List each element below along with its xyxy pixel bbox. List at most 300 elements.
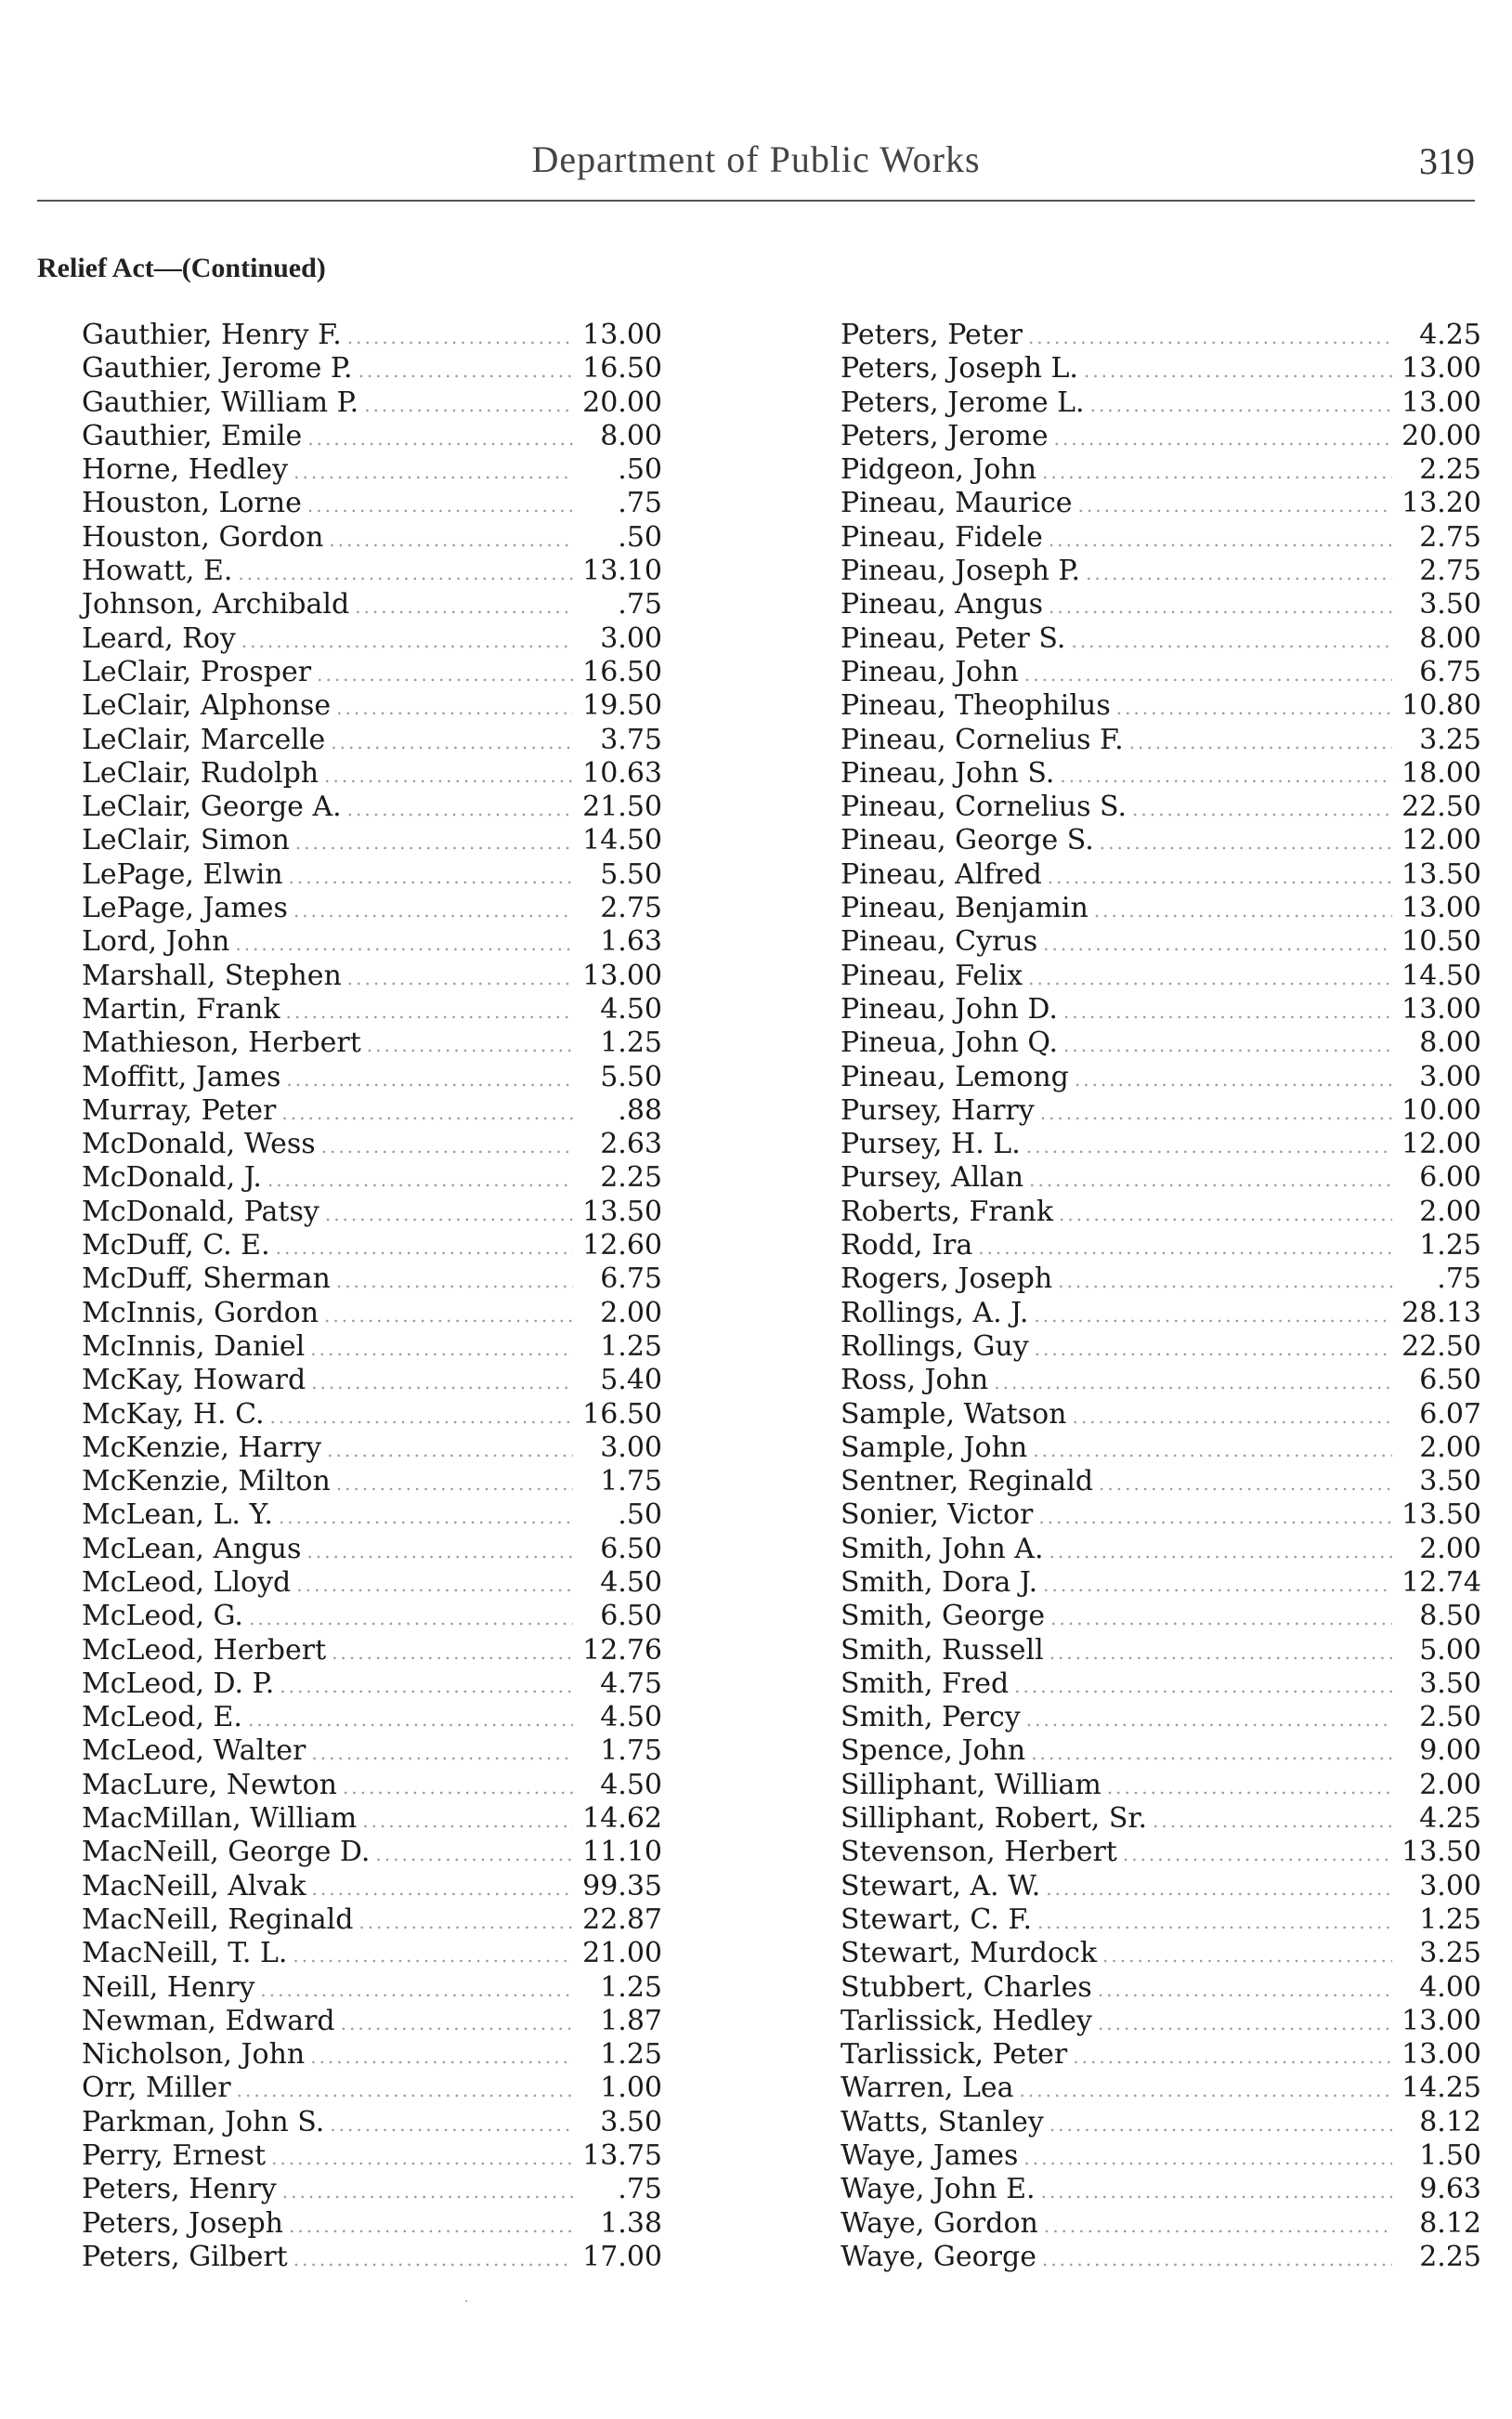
list-item (841, 1533, 1481, 1566)
entry-amount: 13.00 (1401, 992, 1481, 1026)
entry-name: Smith, Dora J. (841, 1565, 1038, 1599)
list-item (841, 1566, 1481, 1600)
leader-dots (1044, 2209, 1392, 2242)
leader-dots (325, 1197, 573, 1231)
entry-amount: 3.50 (1419, 588, 1481, 621)
list-item (841, 724, 1481, 757)
list-item (82, 2106, 662, 2139)
entry-name: MacNeill, George D. (82, 1836, 371, 1869)
list-item (841, 1398, 1481, 1432)
leader-dots (347, 792, 573, 826)
entry-name: Pineau, Alfred (841, 857, 1042, 891)
entry-name: Pineau, Benjamin (841, 892, 1088, 925)
list-item (841, 588, 1481, 621)
entry-name: Smith, Percy (841, 1701, 1021, 1734)
leader-dots (267, 1163, 573, 1196)
entry-name: McDonald, Wess (82, 1128, 316, 1161)
entry-amount: 14.25 (1401, 2072, 1481, 2105)
entry-amount: 8.50 (1419, 1600, 1481, 1633)
entry-amount: 2.00 (1419, 1431, 1481, 1464)
leader-dots (1073, 2040, 1392, 2073)
leader-dots (279, 1500, 573, 1534)
entry-name: Martin, Frank (82, 992, 280, 1026)
leader-dots (280, 1669, 573, 1703)
list-item (82, 1330, 662, 1364)
entry-amount: 13.20 (1401, 487, 1481, 520)
entry-amount: 99.35 (582, 1869, 662, 1903)
entry-amount: 4.50 (600, 1701, 662, 1734)
entry-amount: 22.50 (1401, 1329, 1481, 1363)
entry-amount: 5.40 (600, 1364, 662, 1397)
entry-amount: 1.87 (600, 2004, 662, 2037)
leader-dots (1129, 726, 1392, 759)
entry-amount: 14.50 (582, 824, 662, 857)
entry-amount: .88 (618, 1093, 662, 1127)
entry-name: McLeod, D. P. (82, 1667, 275, 1700)
entry-name: McDonald, Patsy (82, 1195, 319, 1228)
list-item (82, 960, 662, 993)
entry-name: Pineau, Cyrus (841, 925, 1038, 959)
entry-name: Sample, Watson (841, 1397, 1067, 1431)
leader-dots (1040, 1096, 1392, 1130)
entry-name: LeClair, Marcelle (82, 723, 326, 756)
leader-dots (1050, 1602, 1392, 1635)
list-item (82, 1128, 662, 1161)
entry-name: Stubbert, Charles (841, 1970, 1092, 2004)
leader-dots (249, 1602, 573, 1635)
entry-name: Nicholson, John (82, 2038, 306, 2072)
list-item (841, 1701, 1481, 1734)
leader-dots (341, 2007, 573, 2040)
list-item (82, 2005, 662, 2038)
leader-dots (271, 2141, 573, 2175)
leader-dots (310, 1332, 573, 1366)
entry-name: Pineau, John (841, 655, 1019, 688)
leader-dots (293, 455, 573, 489)
leader-dots (1123, 1837, 1392, 1871)
list-item (841, 487, 1481, 520)
leader-dots (307, 422, 573, 455)
leader-dots (286, 1063, 573, 1096)
list-item (841, 319, 1481, 352)
list-item (841, 1498, 1481, 1532)
entry-amount: 1.25 (600, 1026, 662, 1060)
entry-amount: 13.00 (1401, 386, 1481, 419)
entry-amount: 14.62 (582, 1802, 662, 1836)
leader-dots (1049, 590, 1392, 623)
entry-amount: .50 (618, 520, 662, 554)
entry-name: McDonald, J. (82, 1161, 262, 1195)
leader-dots (978, 1231, 1392, 1264)
leader-dots (358, 1905, 573, 1939)
list-item (841, 2038, 1481, 2072)
list-item (82, 858, 662, 892)
list-item (82, 1734, 662, 1768)
entry-name: MacLure, Newton (82, 1768, 337, 1801)
entry-name: Stewart, Murdock (841, 1937, 1098, 1970)
entry-name: Gauthier, Henry F. (82, 319, 342, 351)
entry-name: Stewart, C. F. (841, 1903, 1033, 1936)
entry-amount: 2.75 (600, 892, 662, 925)
entry-name: Ross, John (841, 1364, 989, 1397)
right-column (841, 319, 1481, 2274)
entry-name: LeClair, Rudolph (82, 756, 319, 790)
entry-amount: 1.25 (600, 1329, 662, 1363)
list-item (82, 925, 662, 959)
list-item (841, 689, 1481, 723)
leader-dots (235, 927, 573, 961)
entry-name: LeClair, Simon (82, 824, 290, 857)
entry-amount: 5.00 (1419, 1633, 1481, 1667)
list-item (82, 1094, 662, 1128)
page-title: Department of Public Works (531, 138, 981, 180)
entry-name: McLeod, E. (82, 1701, 242, 1734)
entry-amount: 4.50 (600, 1565, 662, 1599)
entry-amount: 22.50 (1401, 791, 1481, 824)
list-item (82, 757, 662, 791)
leader-dots (1024, 658, 1392, 691)
list-item (82, 2241, 662, 2274)
leader-dots (1028, 320, 1392, 354)
leader-dots (1072, 1400, 1392, 1433)
entry-name: Stewart, A. W. (841, 1869, 1041, 1903)
list-item (82, 1836, 662, 1869)
leader-dots (311, 1366, 573, 1399)
footer-mark: · (464, 2295, 469, 2309)
entry-amount: 20.00 (1401, 419, 1481, 452)
list-item (841, 2207, 1481, 2241)
entry-name: Pineau, Theophilus (841, 689, 1111, 723)
leader-dots (1042, 455, 1392, 489)
list-item (841, 1667, 1481, 1701)
leader-dots (1043, 1568, 1392, 1602)
leader-dots (327, 1433, 573, 1467)
leader-dots (238, 556, 573, 590)
leader-dots (1033, 1433, 1392, 1467)
leader-dots (1054, 422, 1392, 455)
leader-dots (1049, 1636, 1392, 1669)
list-item (841, 1061, 1481, 1094)
entry-amount: 13.00 (1401, 2038, 1481, 2072)
leader-dots (237, 2073, 573, 2107)
entry-name: Pineau, Cornelius S. (841, 791, 1127, 824)
leader-dots (307, 489, 573, 522)
leader-dots (1059, 1197, 1392, 1231)
leader-dots (1063, 995, 1392, 1028)
list-item (841, 1836, 1481, 1869)
leader-dots (241, 624, 573, 658)
entry-amount: .50 (618, 453, 662, 487)
entry-name: Smith, Fred (841, 1667, 1010, 1700)
list-item (841, 2072, 1481, 2105)
list-item (841, 1971, 1481, 2005)
entry-amount: 18.00 (1401, 756, 1481, 790)
leader-dots (1041, 2175, 1392, 2208)
entry-name: Peters, Jerome L. (841, 386, 1085, 419)
list-item (82, 1061, 662, 1094)
leader-dots (260, 1973, 573, 2007)
entry-amount: 13.00 (1401, 892, 1481, 925)
entry-name: Peters, Jerome (841, 419, 1049, 452)
list-item (82, 1229, 662, 1262)
entry-amount: .75 (618, 2173, 662, 2206)
entry-name: Pidgeon, John (841, 453, 1037, 487)
entry-amount: 13.75 (582, 2139, 662, 2173)
entry-name: Pineau, Felix (841, 959, 1023, 992)
list-item (841, 1196, 1481, 1229)
entry-amount: 4.50 (600, 992, 662, 1026)
entry-amount: 16.50 (582, 1397, 662, 1431)
entry-amount: 3.50 (600, 2105, 662, 2138)
list-item (82, 1026, 662, 1060)
list-item (82, 656, 662, 689)
entry-name: Murray, Peter (82, 1093, 277, 1127)
entry-amount: 13.50 (1401, 857, 1481, 891)
entry-name: Gauthier, William P. (82, 386, 359, 419)
entry-amount: 1.25 (600, 2038, 662, 2072)
entry-name: Peters, Joseph (82, 2206, 283, 2240)
leader-dots (295, 826, 573, 859)
entry-name: Pineau, John S. (841, 756, 1055, 790)
entry-amount: 13.00 (582, 319, 662, 351)
entry-name: Smith, George (841, 1600, 1046, 1633)
entry-amount: 2.63 (600, 1128, 662, 1161)
entry-name: Newman, Edward (82, 2004, 335, 2037)
entry-amount: 8.00 (600, 419, 662, 452)
entry-name: Sentner, Reginald (841, 1465, 1094, 1498)
leader-dots (336, 1467, 573, 1500)
entry-amount: 4.00 (1419, 1970, 1481, 2004)
list-item (841, 1903, 1481, 1937)
entry-name: Parkman, John S. (82, 2105, 325, 2138)
list-item (82, 2207, 662, 2241)
entry-amount: 1.25 (1419, 1903, 1481, 1936)
leader-dots (321, 1130, 573, 1163)
entry-name: Smith, John A. (841, 1532, 1044, 1565)
leader-dots (358, 354, 573, 387)
entry-amount: 14.50 (1401, 959, 1481, 992)
list-item (82, 588, 662, 621)
entry-amount: 12.74 (1401, 1565, 1481, 1599)
entry-amount: 4.25 (1419, 319, 1481, 351)
leader-dots (1049, 2108, 1392, 2141)
entry-amount: 8.00 (1419, 621, 1481, 655)
leader-dots (1026, 1703, 1392, 1736)
entry-amount: 6.50 (600, 1600, 662, 1633)
list-item (82, 1701, 662, 1734)
entry-amount: .50 (618, 1498, 662, 1532)
entry-name: McKenzie, Milton (82, 1465, 331, 1498)
entry-amount: 22.87 (582, 1903, 662, 1936)
list-item (841, 2005, 1481, 2038)
entry-name: Waye, James (841, 2139, 1019, 2173)
leader-dots (1028, 961, 1392, 995)
entry-amount: 2.50 (1419, 1701, 1481, 1734)
entry-name: Lord, John (82, 925, 230, 959)
entry-amount: 3.25 (1419, 1937, 1481, 1970)
leader-dots (248, 1703, 573, 1736)
list-item (841, 555, 1481, 588)
entry-amount: 2.00 (1419, 1195, 1481, 1228)
entry-name: MacNeill, T. L. (82, 1937, 288, 1970)
entry-amount: 1.50 (1419, 2139, 1481, 2173)
list-item (82, 993, 662, 1026)
entry-amount: 10.50 (1401, 925, 1481, 959)
entry-name: Sonier, Victor (841, 1498, 1034, 1532)
entry-amount: 13.50 (1401, 1836, 1481, 1869)
entry-amount: 3.00 (1419, 1869, 1481, 1903)
entry-name: Tarlissick, Hedley (841, 2004, 1092, 2037)
entry-name: Pursey, H. L. (841, 1128, 1021, 1161)
list-item (82, 1667, 662, 1701)
list-item (82, 1364, 662, 1397)
leader-dots (281, 1096, 573, 1130)
entry-amount: 12.76 (582, 1633, 662, 1667)
entry-name: Pineau, John D. (841, 992, 1058, 1026)
entry-name: Pineau, Angus (841, 588, 1044, 621)
leader-dots (331, 726, 573, 759)
list-item (82, 892, 662, 925)
list-item (841, 420, 1481, 453)
entry-amount: 10.80 (1401, 689, 1481, 723)
entry-amount: 1.63 (600, 925, 662, 959)
entry-amount: 3.75 (600, 723, 662, 756)
entry-name: Rollings, A. J. (841, 1296, 1029, 1329)
entry-amount: 3.50 (1419, 1667, 1481, 1700)
entry-name: Mathieson, Herbert (82, 1026, 361, 1060)
entry-name: Sample, John (841, 1431, 1028, 1464)
entry-amount: 3.25 (1419, 723, 1481, 756)
list-item (82, 791, 662, 824)
entry-name: Gauthier, Jerome P. (82, 352, 353, 386)
leader-dots (336, 691, 573, 725)
list-item (82, 386, 662, 420)
list-item (82, 352, 662, 386)
leader-dots (367, 1028, 573, 1062)
list-item (82, 555, 662, 588)
leader-dots (994, 1366, 1392, 1399)
leader-dots (306, 1535, 573, 1568)
leader-dots (1116, 691, 1392, 725)
entry-name: Pineau, Fidele (841, 520, 1043, 554)
list-item (82, 1432, 662, 1465)
leader-dots (332, 1636, 573, 1669)
entry-amount: 20.00 (582, 386, 662, 419)
list-item (82, 2173, 662, 2206)
entry-name: Howatt, E. (82, 555, 233, 588)
leader-dots (293, 1939, 573, 1972)
list-item (841, 352, 1481, 386)
list-item (82, 521, 662, 555)
leader-dots (1031, 1736, 1392, 1770)
list-item (82, 420, 662, 453)
leader-dots (329, 523, 573, 556)
list-item (82, 1161, 662, 1195)
list-item (841, 824, 1481, 857)
list-item (82, 2072, 662, 2105)
entry-name: Johnson, Archibald (82, 588, 350, 621)
entry-amount: 13.00 (582, 959, 662, 992)
entry-name: Pineau, Lemong (841, 1060, 1069, 1093)
leader-dots (1035, 1332, 1392, 1366)
entry-name: Spence, John (841, 1734, 1026, 1768)
leader-dots (1023, 2141, 1392, 2175)
entry-name: Perry, Ernest (82, 2139, 267, 2173)
entry-name: LeClair, Alphonse (82, 689, 332, 723)
entry-amount: 2.75 (1419, 520, 1481, 554)
entry-name: Watts, Stanley (841, 2105, 1044, 2138)
list-item (841, 2139, 1481, 2173)
leader-dots (1078, 489, 1392, 522)
entry-amount: 6.50 (1419, 1364, 1481, 1397)
entry-amount: 21.00 (582, 1937, 662, 1970)
leader-dots (343, 1771, 573, 1804)
entry-amount: 12.00 (1401, 824, 1481, 857)
leader-dots (1075, 1063, 1392, 1096)
list-item (82, 453, 662, 487)
entry-amount: 6.50 (600, 1532, 662, 1565)
entry-amount: 1.38 (600, 2206, 662, 2240)
entry-name: Horne, Hedley (82, 453, 289, 487)
entry-name: Rollings, Guy (841, 1329, 1029, 1363)
leader-dots (336, 1264, 573, 1298)
list-item (841, 1128, 1481, 1161)
leader-dots (289, 2209, 573, 2242)
leader-dots (347, 961, 573, 995)
entry-amount: 2.00 (1419, 1532, 1481, 1565)
entry-name: McLean, L. Y. (82, 1498, 273, 1532)
entry-name: Leard, Roy (82, 621, 236, 655)
entry-amount: 10.63 (582, 756, 662, 790)
leader-dots (282, 2175, 573, 2208)
leader-dots (286, 995, 573, 1028)
entry-name: Peters, Gilbert (82, 2240, 288, 2273)
list-item (841, 925, 1481, 959)
entry-name: LePage, James (82, 892, 288, 925)
entry-amount: 5.50 (600, 1060, 662, 1093)
entry-amount: 16.50 (582, 352, 662, 386)
leader-dots (1037, 1905, 1392, 1939)
list-item (82, 1498, 662, 1532)
entry-name: Waye, John E. (841, 2173, 1036, 2206)
leader-dots (362, 1804, 573, 1837)
entry-amount: 8.12 (1419, 2105, 1481, 2138)
list-item (82, 1600, 662, 1633)
list-item (841, 521, 1481, 555)
entry-amount: 3.50 (1419, 1465, 1481, 1498)
leader-dots (276, 1231, 573, 1264)
list-item (841, 892, 1481, 925)
list-item (82, 1769, 662, 1802)
entry-amount: 13.50 (582, 1195, 662, 1228)
list-item (82, 2139, 662, 2173)
entry-name: Gauthier, Emile (82, 419, 303, 452)
list-item (82, 1971, 662, 2005)
entry-name: McLeod, Walter (82, 1734, 306, 1768)
leader-dots (1043, 927, 1392, 961)
entry-amount: 6.75 (1419, 655, 1481, 688)
leader-dots (310, 2040, 573, 2073)
entry-amount: .75 (1437, 1262, 1481, 1296)
entry-amount: 4.25 (1419, 1802, 1481, 1836)
entry-amount: 5.50 (600, 857, 662, 891)
list-item (841, 1937, 1481, 1970)
entry-amount: 12.60 (582, 1229, 662, 1262)
entry-amount: 2.25 (1419, 453, 1481, 487)
entry-amount: 9.63 (1419, 2173, 1481, 2206)
entry-name: McKay, H. C. (82, 1397, 265, 1431)
entry-name: McInnis, Daniel (82, 1329, 306, 1363)
